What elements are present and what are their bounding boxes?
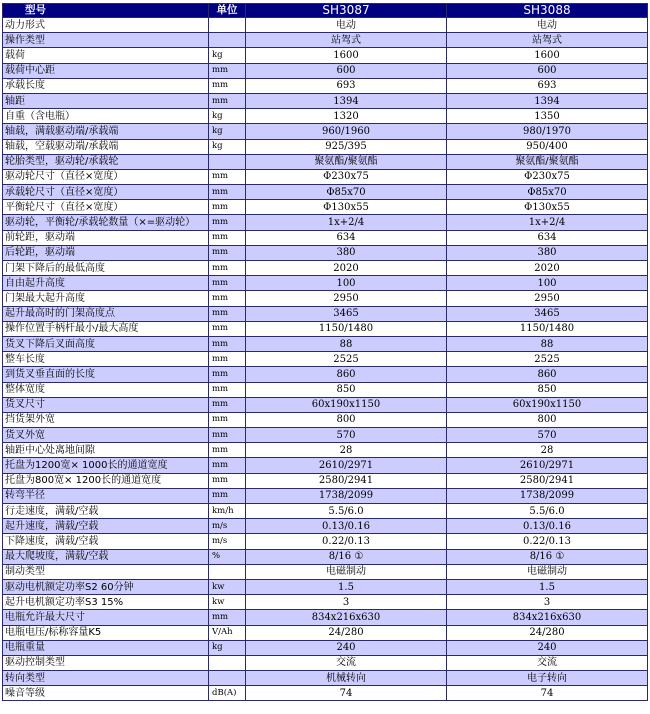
param-cell: 驱动电机额定功率S2 60分钟 bbox=[3, 579, 209, 594]
value-cell-b: 74 bbox=[447, 686, 648, 701]
unit-cell: mm bbox=[209, 276, 246, 291]
value-cell-a: 3465 bbox=[246, 306, 447, 321]
unit-cell: km/h bbox=[209, 504, 246, 519]
table-row bbox=[3, 18, 648, 33]
unit-cell: mm bbox=[209, 367, 246, 382]
table-row bbox=[3, 412, 648, 427]
param-cell: 承载长度 bbox=[3, 78, 209, 93]
value-cell-a: 74 bbox=[246, 686, 447, 701]
table-row bbox=[3, 473, 648, 488]
param-cell: 平衡轮尺寸（直径×宽度） bbox=[3, 200, 209, 215]
table-row bbox=[3, 488, 648, 503]
param-cell: 噪音等级 bbox=[3, 686, 209, 701]
unit-cell: kw bbox=[209, 579, 246, 594]
unit-cell: mm bbox=[209, 610, 246, 625]
value-cell-a: 2950 bbox=[246, 291, 447, 306]
param-cell: 门架下降后的最低高度 bbox=[3, 261, 209, 276]
param-cell: 电瓶电压/标称容量K5 bbox=[3, 625, 209, 640]
value-cell-a: 850 bbox=[246, 382, 447, 397]
param-cell: 整车长度 bbox=[3, 352, 209, 367]
value-cell-a: 380 bbox=[246, 245, 447, 260]
value-cell-a: 1.5 bbox=[246, 579, 447, 594]
spec-table bbox=[2, 3, 648, 701]
value-cell-b: 8/16 ① bbox=[447, 549, 648, 564]
param-cell: 前轮距，驱动端 bbox=[3, 230, 209, 245]
value-cell-a: 8/16 ① bbox=[246, 549, 447, 564]
value-cell-a: 3 bbox=[246, 595, 447, 610]
unit-cell: kg bbox=[209, 48, 246, 63]
header-unit: 单位 bbox=[209, 4, 246, 18]
param-cell: 驱动轮，平衡轮/承载轮数量（×=驱动轮） bbox=[3, 215, 209, 230]
value-cell-b: 2580/2941 bbox=[447, 473, 648, 488]
table-row bbox=[3, 534, 648, 549]
value-cell-b: 60x190x1150 bbox=[447, 397, 648, 412]
value-cell-b: 850 bbox=[447, 382, 648, 397]
value-cell-b: 634 bbox=[447, 230, 648, 245]
value-cell-a: Φ85x70 bbox=[246, 185, 447, 200]
value-cell-a: 925/395 bbox=[246, 139, 447, 154]
param-cell: 自重（含电瓶） bbox=[3, 109, 209, 124]
value-cell-b: 950/400 bbox=[447, 139, 648, 154]
table-row bbox=[3, 579, 648, 594]
value-cell-b: 电磁制动 bbox=[447, 564, 648, 579]
table-row bbox=[3, 185, 648, 200]
value-cell-b: 0.13/0.16 bbox=[447, 519, 648, 534]
param-cell: 动力形式 bbox=[3, 18, 209, 33]
value-cell-a: 交流 bbox=[246, 655, 447, 670]
value-cell-a: 2610/2971 bbox=[246, 458, 447, 473]
unit-cell: mm bbox=[209, 261, 246, 276]
table-row bbox=[3, 291, 648, 306]
param-cell: 轮胎类型，驱动轮/承载轮 bbox=[3, 154, 209, 169]
unit-cell: m/s bbox=[209, 534, 246, 549]
unit-cell: kg bbox=[209, 124, 246, 139]
table-row bbox=[3, 610, 648, 625]
value-cell-a: Φ130x55 bbox=[246, 200, 447, 215]
value-cell-b: 380 bbox=[447, 245, 648, 260]
table-row bbox=[3, 154, 648, 169]
table-row bbox=[3, 200, 648, 215]
value-cell-b: Φ130x55 bbox=[447, 200, 648, 215]
value-cell-a: 1150/1480 bbox=[246, 321, 447, 336]
value-cell-b: 88 bbox=[447, 336, 648, 351]
value-cell-a: 834x216x630 bbox=[246, 610, 447, 625]
param-cell: 驱动轮尺寸（直径×宽度） bbox=[3, 169, 209, 184]
table-row bbox=[3, 367, 648, 382]
param-cell: 电瓶允许最大尺寸 bbox=[3, 610, 209, 625]
table-row bbox=[3, 625, 648, 640]
table-row bbox=[3, 109, 648, 124]
unit-cell: dB(A) bbox=[209, 686, 246, 701]
value-cell-b: 693 bbox=[447, 78, 648, 93]
value-cell-a: 电磁制动 bbox=[246, 564, 447, 579]
unit-cell: mm bbox=[209, 428, 246, 443]
value-cell-a: 634 bbox=[246, 230, 447, 245]
unit-cell: mm bbox=[209, 169, 246, 184]
value-cell-a: 1600 bbox=[246, 48, 447, 63]
value-cell-a: 站驾式 bbox=[246, 33, 447, 48]
table-row bbox=[3, 686, 648, 701]
value-cell-a: 1320 bbox=[246, 109, 447, 124]
table-row bbox=[3, 352, 648, 367]
unit-cell: mm bbox=[209, 200, 246, 215]
param-cell: 载荷 bbox=[3, 48, 209, 63]
param-cell: 最大爬坡度，满载/空载 bbox=[3, 549, 209, 564]
value-cell-b: 240 bbox=[447, 640, 648, 655]
value-cell-b: 交流 bbox=[447, 655, 648, 670]
value-cell-a: 28 bbox=[246, 443, 447, 458]
unit-cell: mm bbox=[209, 336, 246, 351]
value-cell-b: 834x216x630 bbox=[447, 610, 648, 625]
unit-cell: mm bbox=[209, 230, 246, 245]
table-row bbox=[3, 124, 648, 139]
param-cell: 起升电机额定功率S3 15% bbox=[3, 595, 209, 610]
unit-cell: mm bbox=[209, 382, 246, 397]
param-cell: 货叉尺寸 bbox=[3, 397, 209, 412]
value-cell-b: 100 bbox=[447, 276, 648, 291]
unit-cell: mm bbox=[209, 93, 246, 108]
value-cell-a: 2525 bbox=[246, 352, 447, 367]
header-model-a: SH3087 bbox=[246, 4, 447, 18]
value-cell-a: 693 bbox=[246, 78, 447, 93]
unit-cell: mm bbox=[209, 185, 246, 200]
unit-cell bbox=[209, 671, 246, 686]
value-cell-b: 电子转向 bbox=[447, 671, 648, 686]
value-cell-a: 88 bbox=[246, 336, 447, 351]
value-cell-b: 聚氨酯/聚氨酯 bbox=[447, 154, 648, 169]
value-cell-a: 2580/2941 bbox=[246, 473, 447, 488]
value-cell-b: 2020 bbox=[447, 261, 648, 276]
value-cell-a: Φ230x75 bbox=[246, 169, 447, 184]
unit-cell: mm bbox=[209, 306, 246, 321]
value-cell-a: 240 bbox=[246, 640, 447, 655]
header-param: 型号 bbox=[3, 4, 209, 18]
param-cell: 下降速度，满载/空载 bbox=[3, 534, 209, 549]
unit-cell: mm bbox=[209, 458, 246, 473]
unit-cell: mm bbox=[209, 215, 246, 230]
value-cell-b: 28 bbox=[447, 443, 648, 458]
unit-cell: mm bbox=[209, 78, 246, 93]
value-cell-b: 1394 bbox=[447, 93, 648, 108]
unit-cell bbox=[209, 154, 246, 169]
value-cell-a: 570 bbox=[246, 428, 447, 443]
table-row bbox=[3, 428, 648, 443]
value-cell-b: 3 bbox=[447, 595, 648, 610]
unit-cell: kw bbox=[209, 595, 246, 610]
unit-cell: kg bbox=[209, 109, 246, 124]
unit-cell: mm bbox=[209, 63, 246, 78]
value-cell-a: 100 bbox=[246, 276, 447, 291]
value-cell-b: 1.5 bbox=[447, 579, 648, 594]
value-cell-b: 2950 bbox=[447, 291, 648, 306]
table-row bbox=[3, 564, 648, 579]
param-cell: 托盘为1200宽× 1000长的通道宽度 bbox=[3, 458, 209, 473]
value-cell-a: 600 bbox=[246, 63, 447, 78]
value-cell-a: 800 bbox=[246, 412, 447, 427]
value-cell-b: 2525 bbox=[447, 352, 648, 367]
spec-table-body bbox=[3, 18, 648, 701]
param-cell: 轴距中心处离地间隙 bbox=[3, 443, 209, 458]
table-row bbox=[3, 595, 648, 610]
value-cell-b: 860 bbox=[447, 367, 648, 382]
param-cell: 制动类型 bbox=[3, 564, 209, 579]
value-cell-a: 860 bbox=[246, 367, 447, 382]
value-cell-a: 1394 bbox=[246, 93, 447, 108]
value-cell-a: 0.22/0.13 bbox=[246, 534, 447, 549]
value-cell-b: 5.5/6.0 bbox=[447, 504, 648, 519]
value-cell-a: 电动 bbox=[246, 18, 447, 33]
value-cell-a: 5.5/6.0 bbox=[246, 504, 447, 519]
table-row bbox=[3, 93, 648, 108]
value-cell-b: 800 bbox=[447, 412, 648, 427]
unit-cell bbox=[209, 33, 246, 48]
unit-cell: kg bbox=[209, 139, 246, 154]
value-cell-b: 1738/2099 bbox=[447, 488, 648, 503]
param-cell: 电瓶重量 bbox=[3, 640, 209, 655]
value-cell-b: 3465 bbox=[447, 306, 648, 321]
param-cell: 起升最高时的门架高度点 bbox=[3, 306, 209, 321]
unit-cell: mm bbox=[209, 488, 246, 503]
table-row bbox=[3, 48, 648, 63]
value-cell-b: 570 bbox=[447, 428, 648, 443]
header-row bbox=[3, 4, 648, 18]
param-cell: 承载轮尺寸（直径×宽度） bbox=[3, 185, 209, 200]
param-cell: 到货叉垂直面的长度 bbox=[3, 367, 209, 382]
value-cell-b: 0.22/0.13 bbox=[447, 534, 648, 549]
unit-cell: mm bbox=[209, 397, 246, 412]
unit-cell bbox=[209, 18, 246, 33]
table-row bbox=[3, 139, 648, 154]
param-cell: 驱动控制类型 bbox=[3, 655, 209, 670]
table-row bbox=[3, 78, 648, 93]
table-row bbox=[3, 549, 648, 564]
value-cell-a: 60x190x1150 bbox=[246, 397, 447, 412]
value-cell-a: 24/280 bbox=[246, 625, 447, 640]
unit-cell: kg bbox=[209, 640, 246, 655]
param-cell: 操作位置手柄杆最小/最大高度 bbox=[3, 321, 209, 336]
table-row bbox=[3, 458, 648, 473]
param-cell: 转向类型 bbox=[3, 671, 209, 686]
param-cell: 托盘为800宽× 1200长的通道宽度 bbox=[3, 473, 209, 488]
unit-cell: mm bbox=[209, 321, 246, 336]
table-row bbox=[3, 276, 648, 291]
value-cell-a: 聚氨酯/聚氨酯 bbox=[246, 154, 447, 169]
value-cell-b: 24/280 bbox=[447, 625, 648, 640]
value-cell-b: 2610/2971 bbox=[447, 458, 648, 473]
param-cell: 整体宽度 bbox=[3, 382, 209, 397]
unit-cell: mm bbox=[209, 443, 246, 458]
unit-cell bbox=[209, 655, 246, 670]
unit-cell: mm bbox=[209, 291, 246, 306]
value-cell-a: 2020 bbox=[246, 261, 447, 276]
unit-cell: mm bbox=[209, 473, 246, 488]
param-cell: 轴载，满载驱动端/承载端 bbox=[3, 124, 209, 139]
param-cell: 门架最大起升高度 bbox=[3, 291, 209, 306]
value-cell-b: Φ230x75 bbox=[447, 169, 648, 184]
unit-cell: V/Ah bbox=[209, 625, 246, 640]
table-row bbox=[3, 382, 648, 397]
unit-cell: mm bbox=[209, 412, 246, 427]
table-row bbox=[3, 261, 648, 276]
unit-cell: mm bbox=[209, 352, 246, 367]
value-cell-a: 0.13/0.16 bbox=[246, 519, 447, 534]
table-row bbox=[3, 306, 648, 321]
param-cell: 轴载，空载驱动端/承载端 bbox=[3, 139, 209, 154]
value-cell-b: Φ85x70 bbox=[447, 185, 648, 200]
value-cell-b: 1600 bbox=[447, 48, 648, 63]
table-row bbox=[3, 640, 648, 655]
unit-cell bbox=[209, 564, 246, 579]
value-cell-b: 站驾式 bbox=[447, 33, 648, 48]
param-cell: 挡货架外宽 bbox=[3, 412, 209, 427]
table-row bbox=[3, 443, 648, 458]
value-cell-b: 600 bbox=[447, 63, 648, 78]
table-row bbox=[3, 245, 648, 260]
value-cell-a: 1x+2/4 bbox=[246, 215, 447, 230]
table-row bbox=[3, 215, 648, 230]
param-cell: 轴距 bbox=[3, 93, 209, 108]
param-cell: 货叉外宽 bbox=[3, 428, 209, 443]
value-cell-a: 机械转向 bbox=[246, 671, 447, 686]
unit-cell: mm bbox=[209, 245, 246, 260]
param-cell: 转弯半径 bbox=[3, 488, 209, 503]
table-row bbox=[3, 321, 648, 336]
param-cell: 自由起升高度 bbox=[3, 276, 209, 291]
table-row bbox=[3, 397, 648, 412]
value-cell-b: 980/1970 bbox=[447, 124, 648, 139]
value-cell-b: 1x+2/4 bbox=[447, 215, 648, 230]
table-row bbox=[3, 504, 648, 519]
param-cell: 操作类型 bbox=[3, 33, 209, 48]
param-cell: 行走速度，满载/空载 bbox=[3, 504, 209, 519]
param-cell: 载荷中心距 bbox=[3, 63, 209, 78]
table-row bbox=[3, 230, 648, 245]
param-cell: 后轮距，驱动端 bbox=[3, 245, 209, 260]
table-row bbox=[3, 671, 648, 686]
value-cell-b: 1350 bbox=[447, 109, 648, 124]
unit-cell: % bbox=[209, 549, 246, 564]
table-row bbox=[3, 63, 648, 78]
value-cell-b: 1150/1480 bbox=[447, 321, 648, 336]
value-cell-b: 电动 bbox=[447, 18, 648, 33]
table-row bbox=[3, 655, 648, 670]
value-cell-a: 1738/2099 bbox=[246, 488, 447, 503]
unit-cell: m/s bbox=[209, 519, 246, 534]
param-cell: 货叉下降后叉面高度 bbox=[3, 336, 209, 351]
table-row bbox=[3, 336, 648, 351]
table-row bbox=[3, 169, 648, 184]
header-model-b: SH3088 bbox=[447, 4, 648, 18]
value-cell-a: 960/1960 bbox=[246, 124, 447, 139]
table-row bbox=[3, 519, 648, 534]
table-row bbox=[3, 33, 648, 48]
param-cell: 起升速度，满载/空载 bbox=[3, 519, 209, 534]
